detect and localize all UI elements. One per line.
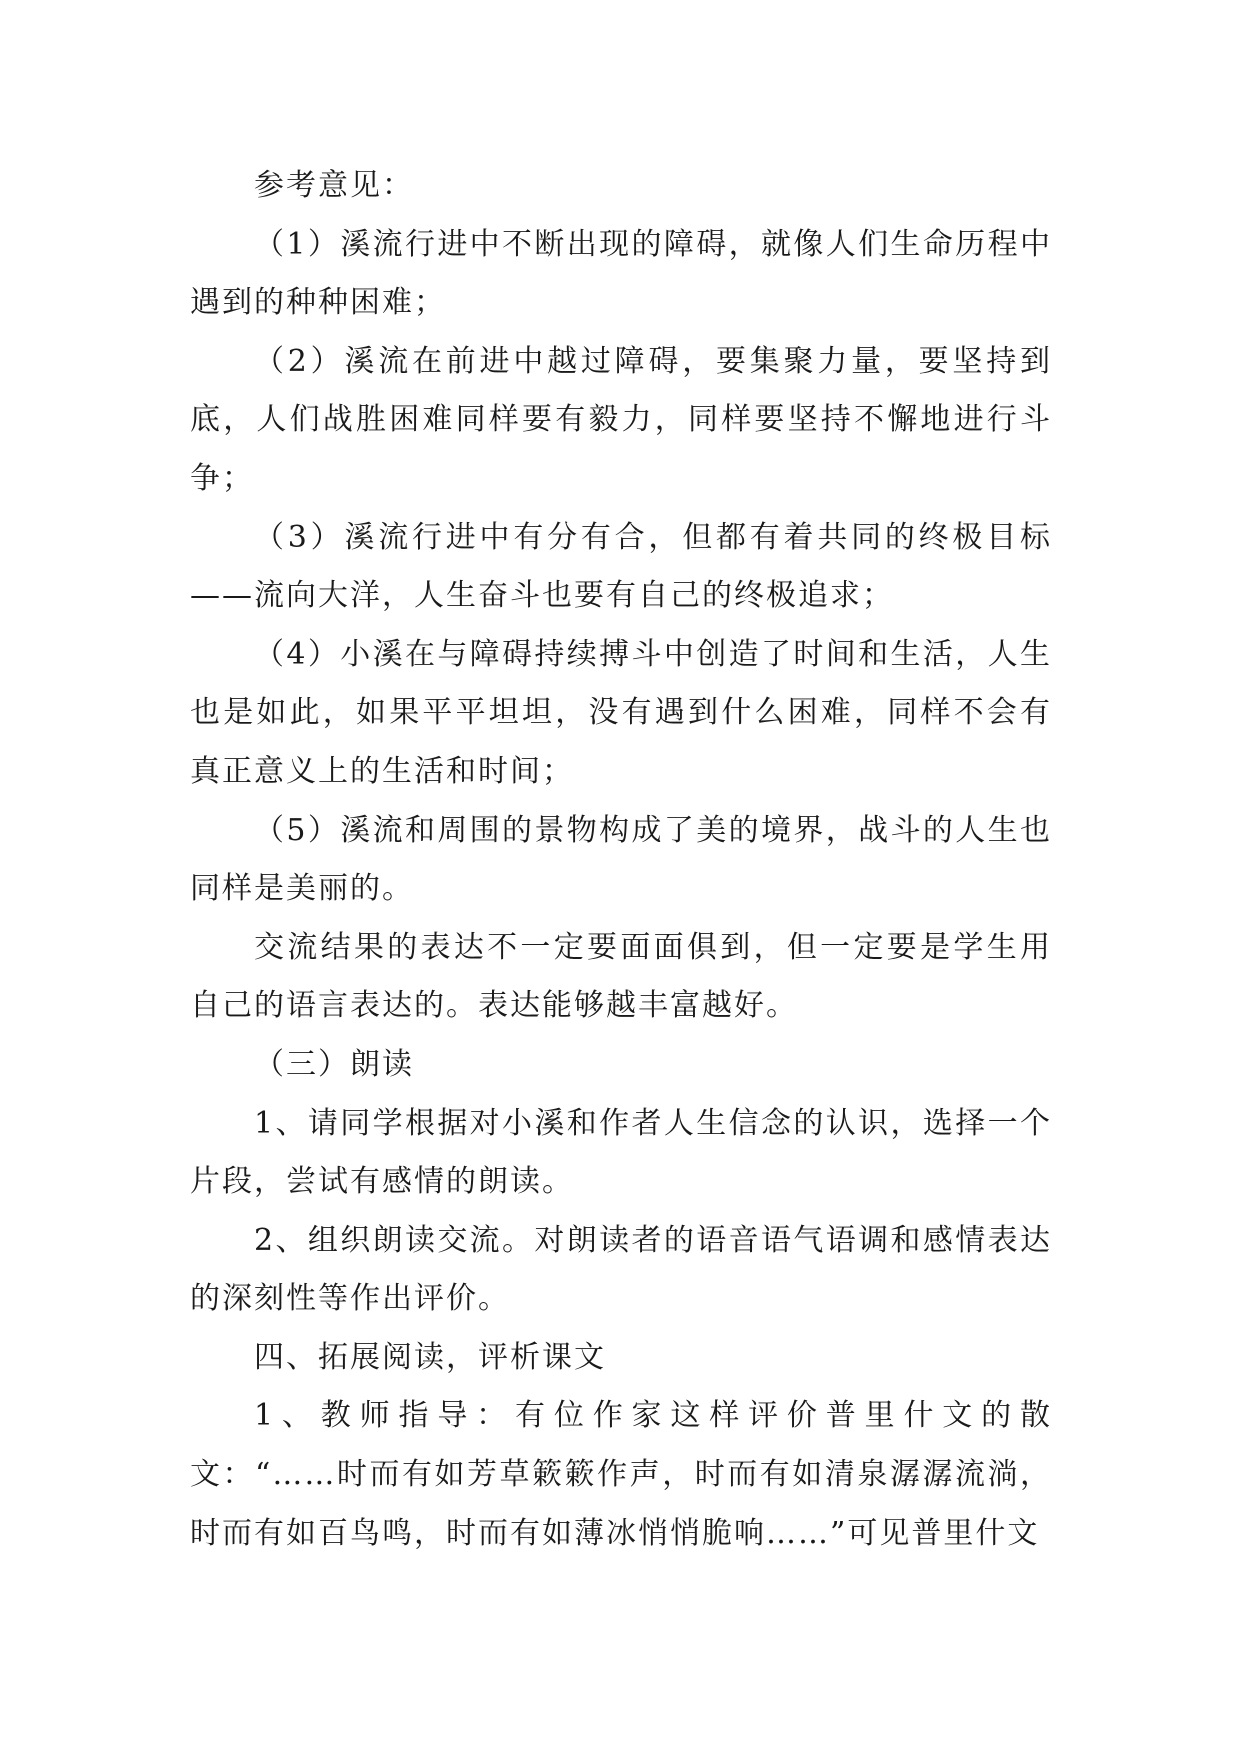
section-heading-reading-aloud: （三）朗读: [254, 1046, 414, 1082]
paragraph-reading-step-2: 2、组织朗读交流。对朗读者的语音语气语调和感情表达的深刻性等作出评价。: [190, 1222, 1052, 1317]
paragraph-point-1: （1）溪流行进中不断出现的障碍，就像人们生命历程中遇到的种种困难；: [190, 226, 1052, 321]
paragraph-point-4: （4）小溪在与障碍持续搏斗中创造了时间和生活，人生也是如此，如果平平坦坦，没有遇到什么困难，同样不会有真正意义上的生活和时间；: [190, 636, 1052, 789]
paragraph-point-3: （3）溪流行进中有分有合，但都有着共同的终极目标——流向大洋，人生奋斗也要有自己的终极追求；: [190, 519, 1052, 614]
section-heading-extended-reading: 四、拓展阅读，评析课文: [254, 1339, 606, 1375]
paragraph-teacher-guidance: 1、教师指导：有位作家这样评价普里什文的散文：“……时而有如芳草簌簌作声，时而有如清泉潺潺流淌，时而有如百鸟鸣，时而有如薄冰悄悄脆响……”可见普里什文: [190, 1398, 1052, 1551]
paragraph-point-2: （2）溪流在前进中越过障碍，要集聚力量，要坚持到底，人们战胜困难同样要有毅力，同样要坚持不懈地进行斗争；: [190, 343, 1052, 496]
paragraph-point-5: （5）溪流和周围的景物构成了美的境界，战斗的人生也同样是美丽的。: [190, 812, 1052, 907]
paragraph-exchange-note: 交流结果的表达不一定要面面俱到，但一定要是学生用自己的语言表达的。表达能够越丰富越好。: [190, 929, 1052, 1024]
document-body: [190, 157, 1052, 1563]
paragraph-reference-opinions: 参考意见：: [254, 168, 414, 203]
paragraph-reading-step-1: 1、请同学根据对小溪和作者人生信念的认识，选择一个片段，尝试有感情的朗读。: [190, 1105, 1052, 1200]
